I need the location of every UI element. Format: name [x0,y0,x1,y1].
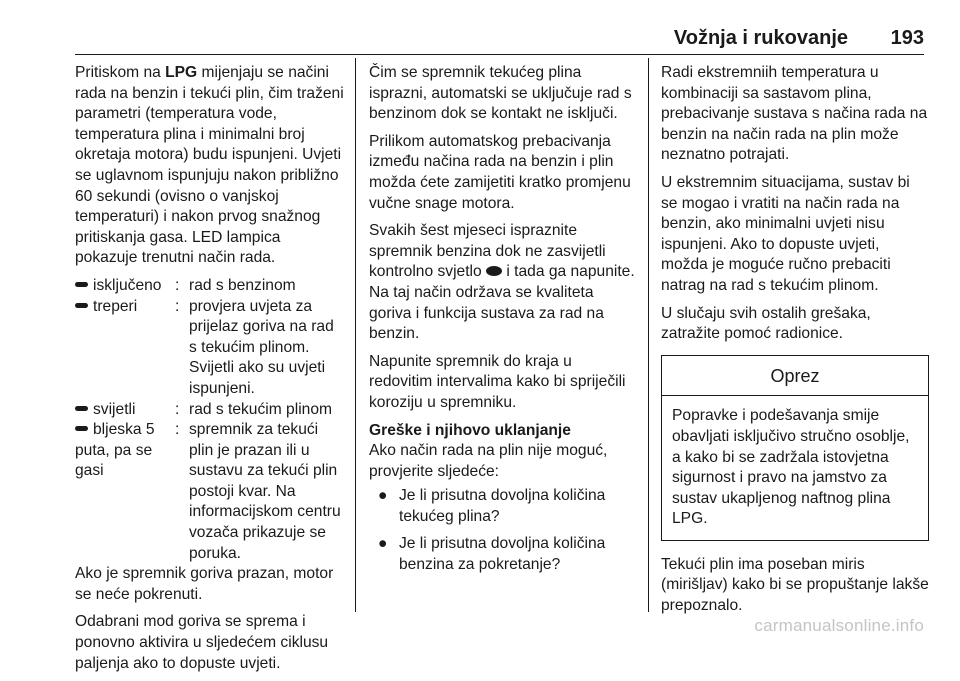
caution-box [661,355,929,541]
bullet-icon: ● [378,535,388,553]
intro-paragraph: Pritiskom na LPG mijenjaju se načini rada na benzin i tekući plin, čim traženi parametri (temperatura vode, temperatura plina i minimalni broj okretaja motora) budu ispunjeni. Uvjeti se uglavnom ispunjuju nakon približno 60 sekundi (ovisno o vanjskoj temperaturi) i nakon prvog snažnog pritiskanja gasa. LED lampica pokazuje trenutni način rada. [75,64,344,267]
list-item: ● Je li prisutna dovoljna količina tekućeg plina? [378,487,606,525]
led-row-on: svijetli : rad s tekućim plinom [75,400,345,421]
led-bar-icon [75,282,88,287]
header-rule [75,54,924,55]
bullet-icon: ● [378,487,388,505]
page-header [75,26,924,56]
column-3 [661,63,929,624]
power-change-paragraph: Prilikom automatskog prebacivanja između načina rada na benzin i plin možda ćete zamijetiti kratko promjenu vučne snage motora. [369,132,631,212]
check-list [369,486,637,575]
led-row-flashing: treperi : provjera uvjeta za prijelaz goriva na rad s tekućim plinom. Svijetli ako su uvjeti ispunjeni. [75,297,345,400]
page-number: 193 [890,27,924,49]
column-2 [369,63,637,583]
led-row-off: isključeno : rad s benzinom [75,276,345,297]
column-1 [75,63,345,681]
caution-text: Popravke i podešavanja smije obavljati isključivo stručno osoblje, a kako bi se zadržala istovjetna sigurnost i pravo na jamstvo za sustav ukapljenog naftnog plina LPG. [672,407,910,528]
workshop-paragraph: U slučaju svih ostalih grešaka, zatražite pomoć radionice. [661,304,871,343]
empty-tank-paragraph: Ako je spremnik goriva prazan, motor se neće pokrenuti. [75,565,334,603]
troubleshooting-intro: Ako način rada na plin nije moguć, provjerite sljedeće: [369,442,608,480]
extreme-temp-paragraph: Radi ekstremniih temperatura u kombinaciji sa sastavom plina, prebacivanje sustava s načina rada na benzin na način rada na plin može neznatno potrajati. [661,64,928,164]
led-bar-icon [75,303,88,308]
caution-title: Oprez [662,356,928,397]
led-bar-icon [75,426,88,431]
fuel-warning-light-icon [486,266,502,276]
auto-switch-paragraph: Čim se spremnik tekućeg plina isprazni, automatski se uključuje rad s benzinom dok se kontakt ne isključi. [369,64,632,123]
column-divider-2 [648,58,649,612]
refill-paragraph: Napunite spremnik do kraja u redovitim intervalima kako bi spriječili koroziju u spremniku. [369,352,626,411]
six-months-paragraph: Svakih šest mjeseci ispraznite spremnik benzina dok ne zasvijetli kontrolno svjetlo i tada ga napunite. Na taj način održava se kvaliteta goriva i funkcija sustava za rad na benzin. [369,222,635,343]
led-state-table [75,276,345,564]
column-divider-1 [355,58,356,612]
watermark: carmanualsonline.info [754,616,924,635]
lpg-button-name: LPG [165,64,198,81]
gas-odor-paragraph: Tekući plin ima poseban miris (mirišljav) kako bi se propuštanje lakše prepoznalo. [661,555,929,615]
mode-saved-paragraph: Odabrani mod goriva se sprema i ponovno aktivira u sljedećem ciklusu paljenja ako to dopuste uvjeti. [75,613,329,672]
extreme-situation-paragraph: U ekstremnim situacijama, sustav bi se mogao i vratiti na način rada na benzin, ako minimalni uvjeti nisu ispunjeni. Ako to dopuste uvjeti, možda je moguće ručno prebaciti natrag na rad s tekućim plinom. [661,173,910,294]
led-bar-icon [75,406,88,411]
list-item: ● Je li prisutna dovoljna količina benzina za pokretanje? [378,535,606,574]
troubleshooting-heading: Greške i njihovo uklanjanje [369,421,571,439]
section-title: Vožnja i rukovanje [673,27,848,49]
led-row-blink5: bljeska 5 puta, pa se gasi : spremnik za tekući plin je prazan ili u sustavu za tekući plin postoji kvar. Na informacijskom centru vozača prikazuje se poruka. [75,421,341,562]
